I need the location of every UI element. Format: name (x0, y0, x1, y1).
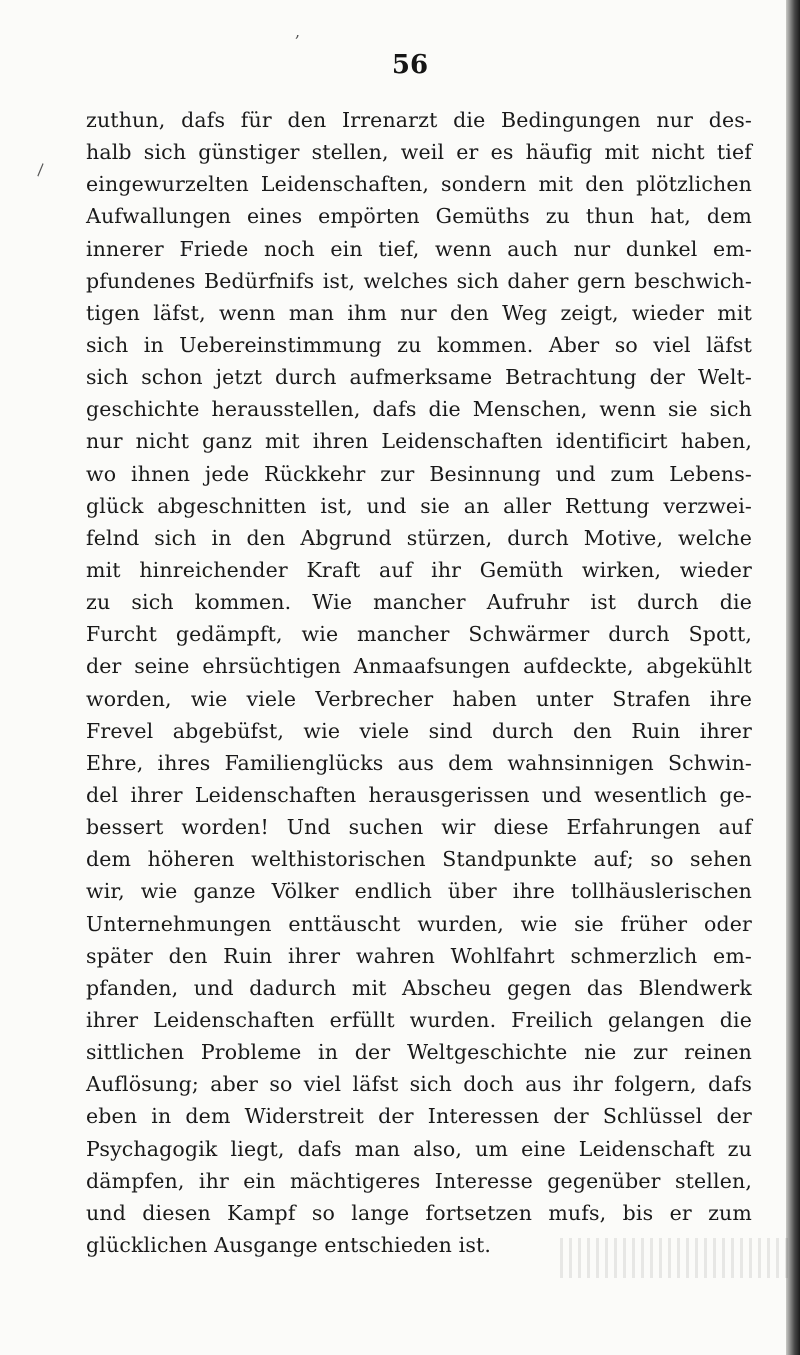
text-line: Furcht gedämpft, wie mancher Schwärmer durch Spott, (86, 622, 752, 647)
page-number: 56 (391, 50, 429, 80)
text-line: halb sich günstiger stellen, weil er es häufig mit nicht tief (86, 140, 752, 165)
text-line: glück abgeschnitten ist, und sie an aller Rettung verzwei- (86, 493, 752, 518)
text-line: dämpfen, ihr ein mächtigeres Interesse gegenüber stellen, (86, 1168, 752, 1193)
text-line: später den Ruin ihrer wahren Wohlfahrt schmerzlich em- (86, 943, 752, 968)
text-line: sich schon jetzt durch aufmerksame Betrachtung der Welt- (86, 365, 752, 390)
page-binding-shadow (786, 0, 800, 1355)
text-line: eingewurzelten Leidenschaften, sondern mit den plötzlichen (86, 172, 752, 197)
text-line: wo ihnen jede Rückkehr zur Besinnung und zum Lebens- (86, 461, 752, 486)
text-line: glücklichen Ausgange entschieden ist. (86, 1232, 492, 1257)
text-line: der seine ehrsüchtigen Anmaafsungen aufdeckte, abgekühlt (86, 654, 752, 679)
text-line: Unternehmungen enttäuscht wurden, wie sie früher oder (86, 911, 752, 936)
text-line: del ihrer Leidenschaften herausgerissen und wesentlich ge- (86, 782, 752, 807)
text-line: tigen läfst, wenn man ihm nur den Weg zeigt, wieder mit (86, 300, 752, 325)
text-line: zuthun, dafs für den Irrenarzt die Bedingungen nur des- (86, 108, 752, 132)
text-line: sich in Uebereinstimmung zu kommen. Aber so viel läfst (86, 332, 752, 357)
text-line: innerer Friede noch ein tief, wenn auch nur dunkel em- (86, 236, 752, 261)
text-line: sittlichen Probleme in der Weltgeschichte nie zur reinen (86, 1040, 752, 1065)
text-line: geschichte herausstellen, dafs die Menschen, wenn sie sich (86, 397, 752, 422)
text-line: wir, wie ganze Völker endlich über ihre tollhäuslerischen (86, 879, 752, 904)
text-line: Frevel abgebüfst, wie viele sind durch den Ruin ihrer (86, 718, 752, 743)
text-line: zu sich kommen. Wie mancher Aufruhr ist durch die (86, 590, 752, 615)
text-line: felnd sich in den Abgrund stürzen, durch Motive, welche (86, 525, 752, 550)
text-line: mit hinreichender Kraft auf ihr Gemüth wirken, wieder (86, 557, 752, 582)
text-line: eben in dem Widerstreit der Interessen der Schlüssel der (86, 1104, 752, 1129)
ink-speck: , (295, 22, 301, 41)
text-line: worden, wie viele Verbrecher haben unter Strafen ihre (86, 686, 752, 711)
body-text (86, 104, 752, 1261)
text-line: Psychagogik liegt, dafs man also, um eine Leidenschaft zu (86, 1136, 752, 1161)
ink-speck: \ (32, 160, 49, 179)
text-line: nur nicht ganz mit ihren Leidenschaften identificirt haben, (86, 429, 752, 454)
text-line: bessert worden! Und suchen wir diese Erfahrungen auf (86, 815, 752, 840)
text-line: Aufwallungen eines empörten Gemüths zu thun hat, dem (86, 204, 752, 229)
text-line: pfundenes Bedürfnifs ist, welches sich daher gern beschwich- (86, 268, 752, 293)
text-line: ihrer Leidenschaften erfüllt wurden. Freilich gelangen die (86, 1007, 752, 1032)
text-line: Auflösung; aber so viel läfst sich doch aus ihr folgern, dafs (86, 1072, 752, 1097)
text-line: dem höheren welthistorischen Standpunkte auf; so sehen (86, 847, 752, 872)
text-line: Ehre, ihres Familienglücks aus dem wahnsinnigen Schwin- (86, 750, 752, 775)
text-line: und diesen Kampf so lange fortsetzen mufs, bis er zum (86, 1200, 752, 1225)
text-line: pfanden, und dadurch mit Abscheu gegen das Blendwerk (86, 975, 752, 1000)
